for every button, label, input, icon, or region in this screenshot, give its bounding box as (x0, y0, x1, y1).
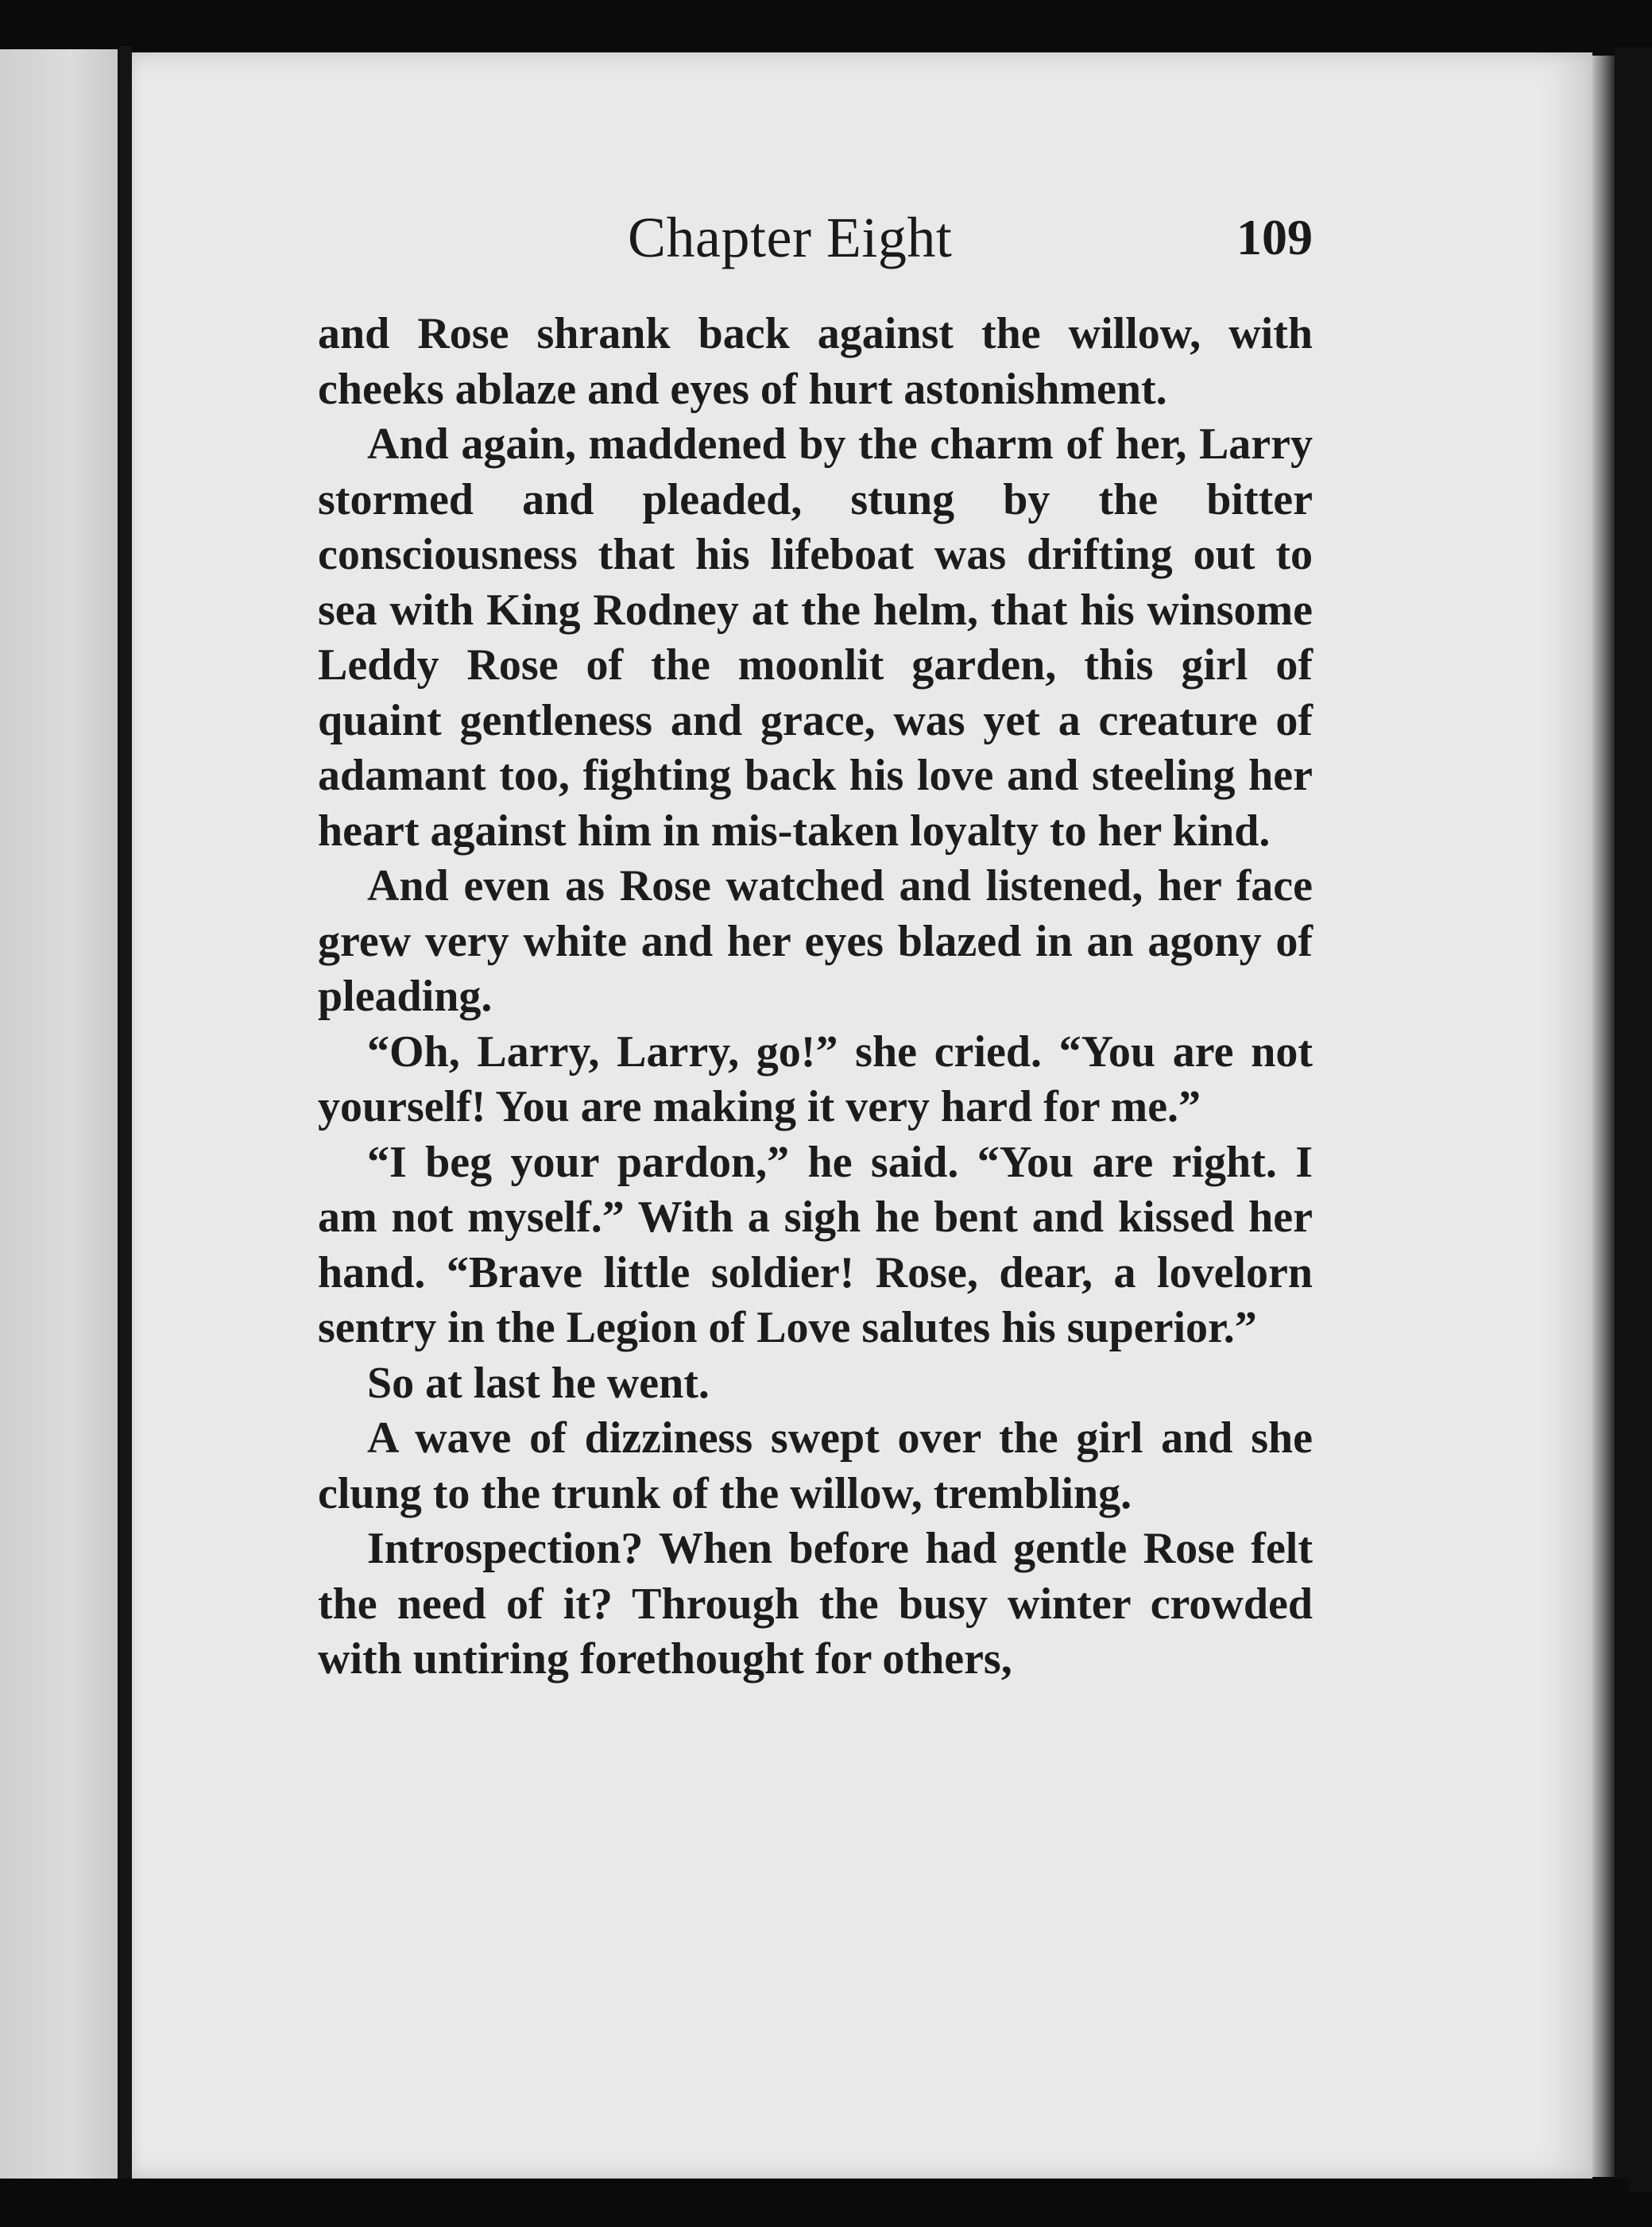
paragraph: And again, maddened by the charm of her, Larry stormed and pleaded, stung by the bitter consciousness that his lifeboat was drifting out to sea with King Rodney at the helm, that his winsome Leddy Rose of the moonlit garden, this girl of quaint gentleness and grace, was yet a creature of adamant too, fighting back his love and steeling her heart against him in mis-taken loyalty to her kind. (318, 419, 1313, 856)
facing-page-edge (0, 49, 118, 2179)
book-gutter (119, 46, 132, 2183)
page-right-edge (1592, 56, 1615, 2177)
paragraph: So at last he went. (367, 1358, 710, 1408)
paragraph: “Oh, Larry, Larry, go!” she cried. “You are not yourself! You are making it very hard for me.” (318, 1027, 1313, 1131)
running-head (318, 205, 1313, 284)
paragraph: “I beg your pardon,” he said. “You are right. I am not myself.” With a sigh he bent and kissed her hand. “Brave little soldier! Rose, dear, a lovelorn sentry in the Legion of Love salutes his superior.” (318, 1137, 1313, 1352)
paragraph: Introspection? When before had gentle Rose felt the need of it? Through the busy winter crowded with untiring forethought for others, (318, 1524, 1313, 1684)
chapter-title: Chapter Eight (628, 206, 953, 269)
scan-background-right (1615, 48, 1652, 2193)
paragraph: And even as Rose watched and listened, her face grew very white and her eyes blazed in an agony of pleading. (318, 861, 1313, 1021)
scan-background-bottom (119, 2179, 1629, 2227)
page-number: 109 (1236, 209, 1313, 265)
paragraph: and Rose shrank back against the willow, with cheeks ablaze and eyes of hurt astonishment. (318, 309, 1313, 414)
body-text (318, 307, 1313, 1688)
paragraph: A wave of dizziness swept over the girl and she clung to the trunk of the willow, trembling. (318, 1413, 1313, 1518)
